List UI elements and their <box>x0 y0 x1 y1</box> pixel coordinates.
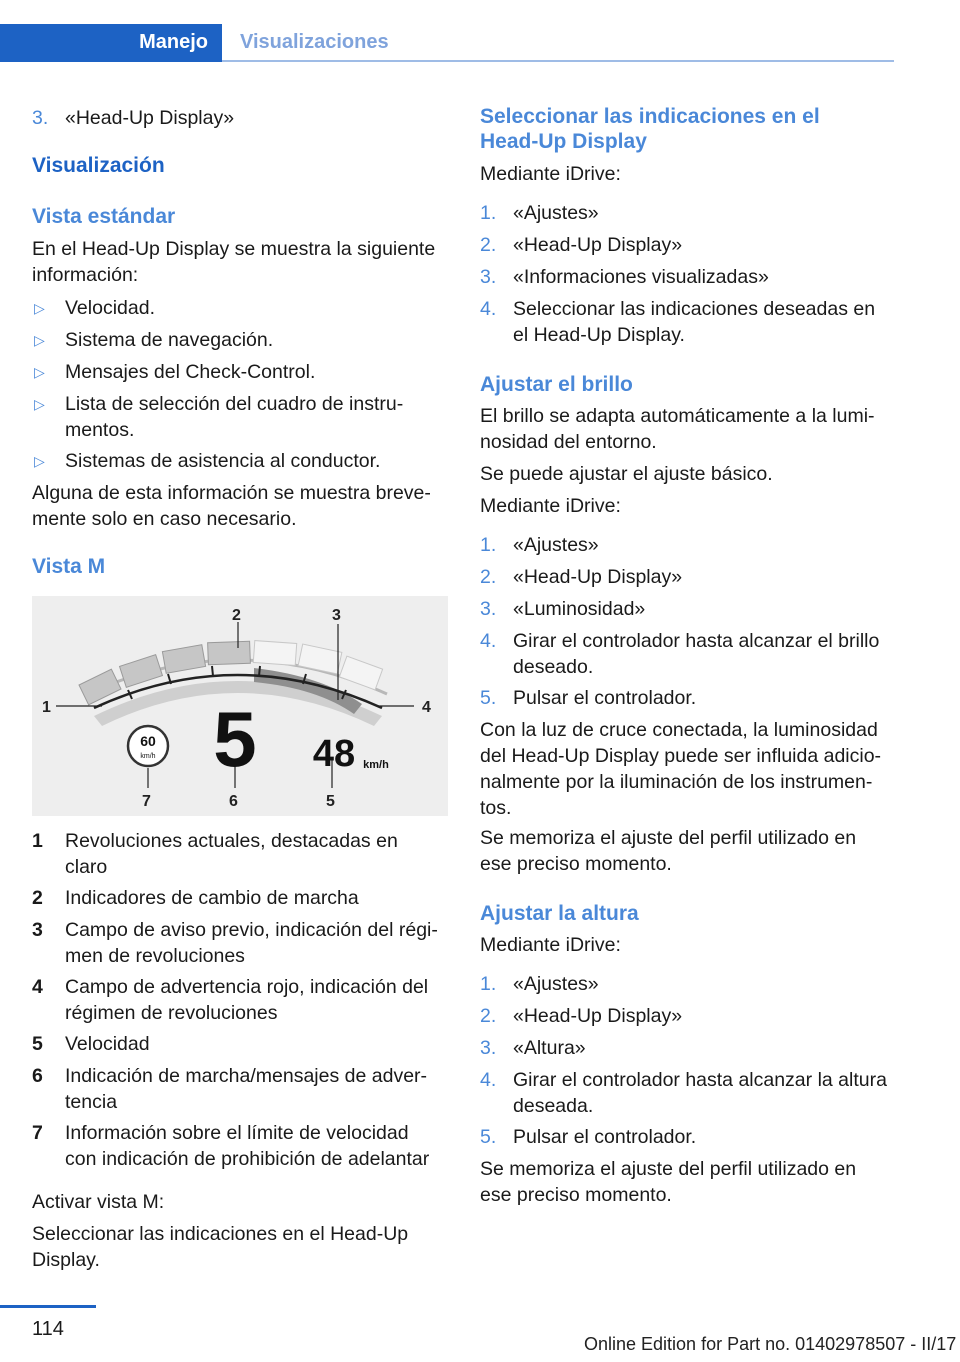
legend-number: 3 <box>32 919 43 941</box>
list-number: 4. <box>480 298 497 320</box>
legend-number: 1 <box>32 830 43 852</box>
heading-ajustar-altura: Ajustar la altura <box>480 902 639 925</box>
tab-visualizaciones[interactable]: Visualizaciones <box>240 31 389 53</box>
list-number: 2. <box>480 234 497 256</box>
heading-line: Seleccionar las indicaciones en el <box>480 105 820 128</box>
callout-3: 3 <box>332 607 341 624</box>
list-text: «Head-Up Display» <box>65 107 235 129</box>
text-line: El brillo se adapta automáticamente a la lumi- <box>480 405 875 427</box>
paragraph-intro <box>32 236 452 288</box>
legend-text <box>65 1063 427 1115</box>
triangle-bullet-icon: ▷ <box>34 332 45 348</box>
tab-manejo-label: Manejo <box>139 31 208 53</box>
list-number: 5. <box>480 687 497 709</box>
text-line: nosidad del entorno. <box>480 431 657 453</box>
list-text: «Head-Up Display» <box>513 234 683 256</box>
gear-indicator: 5 <box>213 695 257 783</box>
triangle-bullet-icon: ▷ <box>34 453 45 469</box>
hud-figure <box>32 596 448 816</box>
text-line: deseada. <box>513 1095 594 1117</box>
list-text: «Head-Up Display» <box>513 1005 683 1027</box>
list-number: 4. <box>480 1069 497 1091</box>
list-number: 3. <box>32 107 49 129</box>
list-text: Pulsar el controlador. <box>513 1126 697 1148</box>
speed-value: 48 <box>312 733 356 775</box>
text-line: Campo de advertencia rojo, indicación del <box>65 976 429 998</box>
speed-limit-value: 60 <box>140 733 156 749</box>
legend-number: 5 <box>32 1033 43 1055</box>
list-number: 1. <box>480 534 497 556</box>
page-number: 114 <box>32 1318 64 1340</box>
legend-text: Indicadores de cambio de marcha <box>65 887 359 909</box>
text-line: Campo de aviso previo, indicación del régi- <box>65 919 438 941</box>
list-text: «Ajustes» <box>513 202 599 224</box>
list-text <box>513 628 879 680</box>
bullet-text: Sistema de navegación. <box>65 329 274 351</box>
legend-number: 7 <box>32 1122 43 1144</box>
paragraph-luz <box>480 717 900 821</box>
list-text: «Ajustes» <box>513 973 599 995</box>
footer-rule <box>0 1305 96 1308</box>
heading-line: Head-Up Display <box>480 130 647 153</box>
list-text: «Ajustes» <box>513 534 599 556</box>
legend-text <box>65 917 438 969</box>
paragraph-memoriza <box>480 825 900 877</box>
legend-number: 2 <box>32 887 43 909</box>
text-line: Lista de selección del cuadro de instru- <box>65 393 404 415</box>
text-line: Seleccionar las indicaciones en el Head-Up <box>32 1223 409 1245</box>
list-number: 2. <box>480 566 497 588</box>
tab-manejo[interactable] <box>0 24 222 62</box>
text-line: Revoluciones actuales, destacadas en <box>65 830 398 852</box>
paragraph-mediante: Mediante iDrive: <box>480 163 621 185</box>
bullet-item <box>32 391 448 443</box>
legend-text <box>65 974 428 1026</box>
callout-7: 7 <box>142 793 151 810</box>
heading-vista-m: Vista M <box>32 555 106 578</box>
header-divider <box>222 60 894 62</box>
list-number: 3. <box>480 266 497 288</box>
text-line: claro <box>65 856 108 878</box>
heading-visualizacion: Visualización <box>32 154 165 177</box>
callout-2: 2 <box>232 607 241 624</box>
legend-number: 6 <box>32 1065 43 1087</box>
text-line: men de revoluciones <box>65 945 245 967</box>
list-text: «Informaciones visualizadas» <box>513 266 769 288</box>
heading-vista-estandar: Vista estándar <box>32 205 176 228</box>
list-text <box>513 1067 887 1119</box>
text-line: nalmente por la iluminación de los instrumen- <box>480 771 873 793</box>
callout-1: 1 <box>42 699 51 716</box>
text-line: Se memoriza el ajuste del perfil utilizado en <box>480 1158 857 1180</box>
paragraph-puede: Se puede ajustar el ajuste básico. <box>480 463 773 485</box>
text-line: Girar el controlador hasta alcanzar el brillo <box>513 630 880 652</box>
bullet-text: Sistemas de asistencia al conductor. <box>65 450 381 472</box>
text-line: Con la luz de cruce conectada, la luminosidad <box>480 719 878 741</box>
text-line: mentos. <box>65 419 135 441</box>
paragraph-alguna <box>32 480 452 532</box>
text-line: régimen de revoluciones <box>65 1002 278 1024</box>
list-number: 3. <box>480 1037 497 1059</box>
list-number: 5. <box>480 1126 497 1148</box>
hud-illustration <box>32 596 448 816</box>
paragraph-mediante: Mediante iDrive: <box>480 495 621 517</box>
text-line: Seleccionar las indicaciones deseadas en <box>513 298 876 320</box>
list-text <box>513 296 875 348</box>
text-line: Girar el controlador hasta alcanzar la altura <box>513 1069 887 1091</box>
heading-seleccionar <box>480 104 900 154</box>
heading-ajustar-brillo: Ajustar el brillo <box>480 373 633 396</box>
list-number: 1. <box>480 202 497 224</box>
legend-text: Velocidad <box>65 1033 150 1055</box>
bullet-text: Mensajes del Check-Control. <box>65 361 316 383</box>
text-line: tos. <box>480 797 512 819</box>
text-line: Display. <box>32 1249 100 1271</box>
text-line: Se memoriza el ajuste del perfil utilizado en <box>480 827 857 849</box>
text-line: Información sobre el límite de velocidad <box>65 1122 409 1144</box>
speed-limit-unit: km/h <box>140 753 156 760</box>
paragraph-seleccionar <box>32 1221 452 1273</box>
text-line: deseado. <box>513 656 594 678</box>
text-line: Alguna de esta información se muestra breve- <box>32 482 431 504</box>
text-line: Indicación de marcha/mensajes de adver- <box>65 1065 428 1087</box>
footer-edition: Online Edition for Part no. 01402978507 - II/17 <box>584 1334 957 1354</box>
text-line: el Head-Up Display. <box>513 324 685 346</box>
legend-number: 4 <box>32 976 43 998</box>
bullet-text: Velocidad. <box>65 297 155 319</box>
paragraph-mediante: Mediante iDrive: <box>480 934 621 956</box>
page-header <box>0 0 960 62</box>
text-line: ese preciso momento. <box>480 1184 672 1206</box>
list-text: Pulsar el controlador. <box>513 687 697 709</box>
triangle-bullet-icon: ▷ <box>34 364 45 380</box>
speed-unit: km/h <box>363 759 389 771</box>
paragraph-memoriza <box>480 1156 900 1208</box>
text-line: del Head-Up Display puede ser influida adicio- <box>480 745 882 767</box>
paragraph-activar: Activar vista M: <box>32 1191 165 1213</box>
triangle-bullet-icon: ▷ <box>34 396 45 412</box>
callout-5: 5 <box>326 793 335 810</box>
list-number: 2. <box>480 1005 497 1027</box>
triangle-bullet-icon: ▷ <box>34 300 45 316</box>
text-line: información: <box>32 264 139 286</box>
list-number: 1. <box>480 973 497 995</box>
text-line: mente solo en caso necesario. <box>32 508 297 530</box>
list-text: «Luminosidad» <box>513 598 646 620</box>
list-text: «Altura» <box>513 1037 586 1059</box>
text-line: ese preciso momento. <box>480 853 672 875</box>
callout-6: 6 <box>229 793 238 810</box>
text-line: En el Head-Up Display se muestra la siguiente <box>32 238 436 260</box>
callout-4: 4 <box>422 699 431 716</box>
list-number: 3. <box>480 598 497 620</box>
bullet-text <box>65 391 403 443</box>
list-number: 4. <box>480 630 497 652</box>
legend-text <box>65 1120 429 1172</box>
text-line: tencia <box>65 1091 118 1113</box>
text-line: con indicación de prohibición de adelantar <box>65 1148 430 1170</box>
list-text: «Head-Up Display» <box>513 566 683 588</box>
paragraph-brillo <box>480 403 900 455</box>
legend-text <box>65 828 398 880</box>
